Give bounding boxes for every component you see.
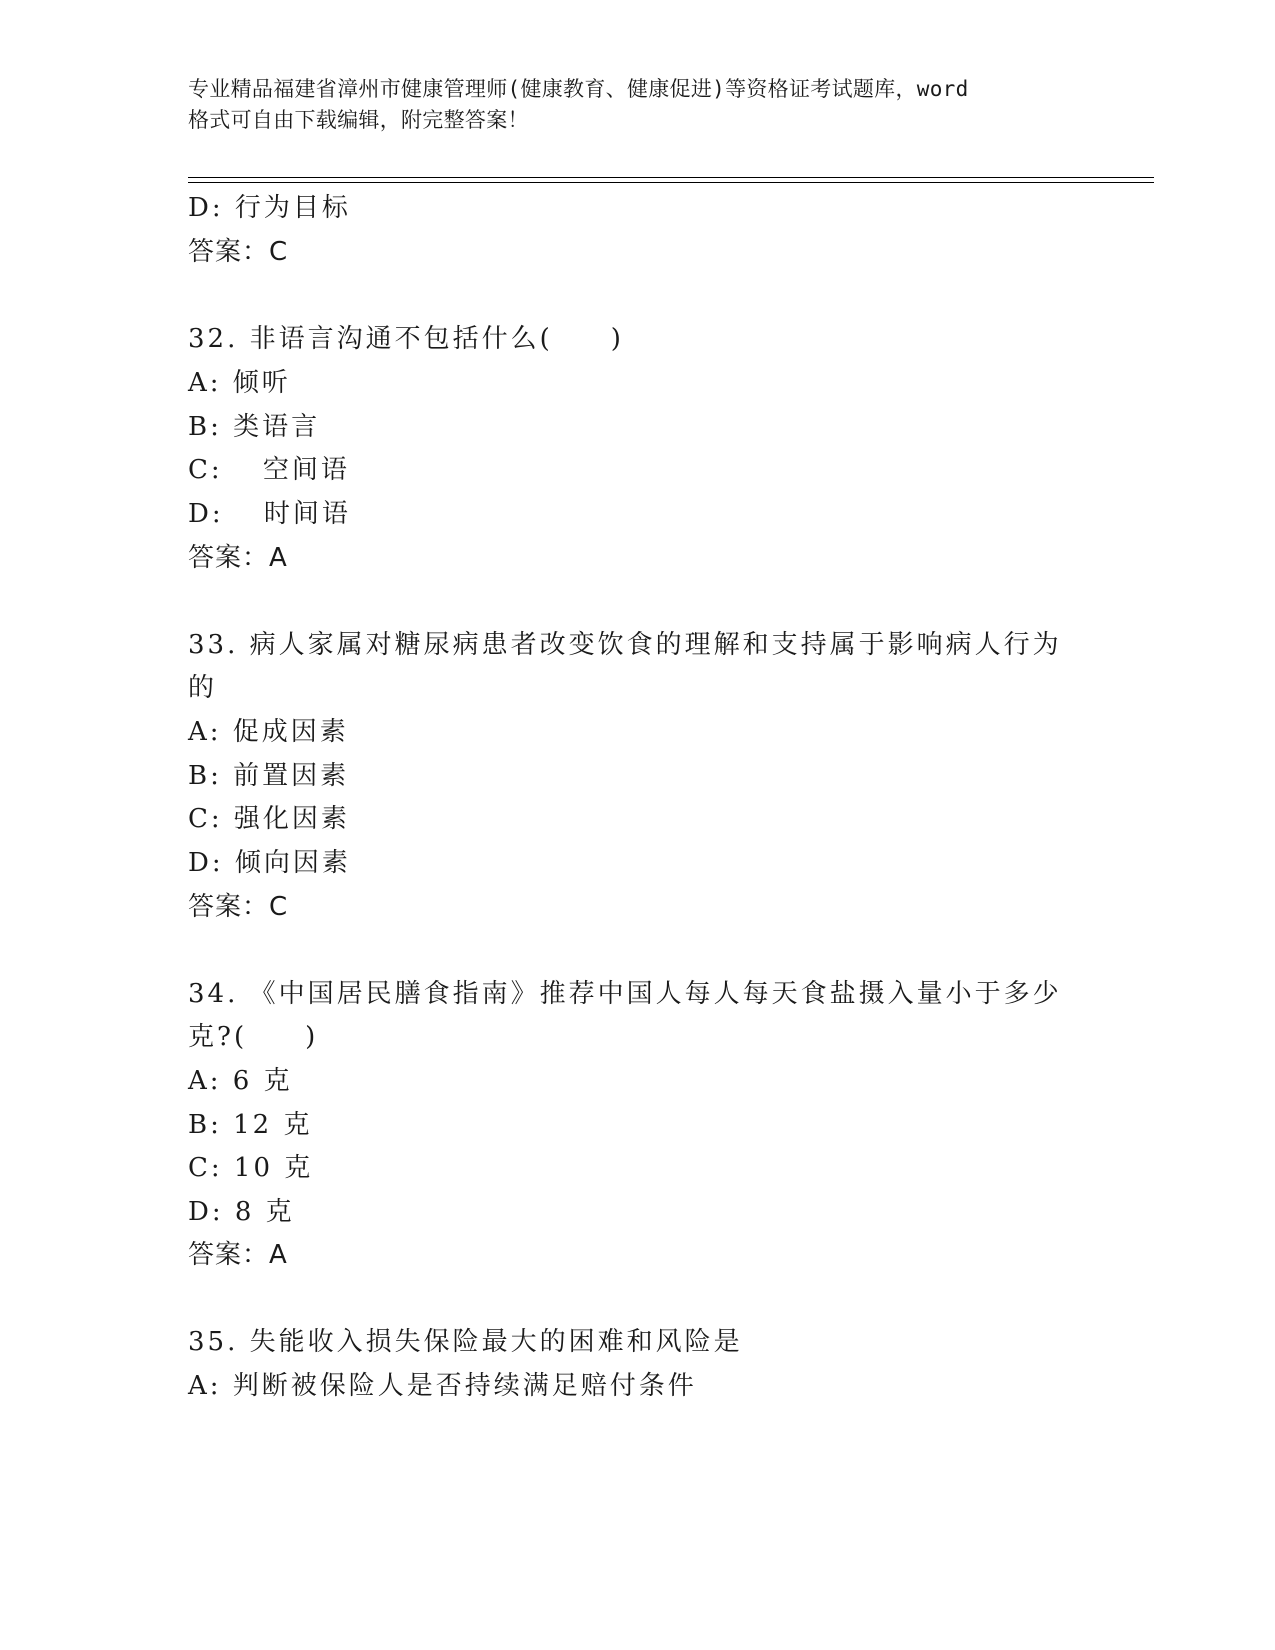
header-divider-bottom [188,182,1154,183]
q32-option-d: D: 时间语 [188,499,351,529]
q33-option-d: D: 倾向因素 [188,848,351,878]
q34-option-d: D: 8 克 [188,1197,295,1227]
header-divider-top [188,177,1154,178]
q33-stem-line-2: 的 [188,673,218,703]
q35-option-a: A: 判断被保险人是否持续满足赔付条件 [188,1371,697,1401]
q35-stem: 35. 失能收入损失保险最大的困难和风险是 [188,1327,743,1357]
header-line-1: 专业精品福建省漳州市健康管理师(健康教育、健康促进)等资格证考试题库，word [188,77,969,101]
q32-option-a: A: 倾听 [188,368,291,398]
q33-stem-line-1: 33. 病人家属对糖尿病患者改变饮食的理解和支持属于影响病人行为 [188,630,1062,660]
q34-option-c: C: 10 克 [188,1153,314,1183]
q34-answer: 答案：A [188,1240,288,1270]
q34-stem-line-2: 克?( ) [188,1022,319,1052]
q32-stem: 32. 非语言沟通不包括什么( ) [188,324,624,354]
q33-option-a: A: 促成因素 [188,717,349,747]
q31-answer: 答案：C [188,237,289,267]
q34-option-a: A: 6 克 [188,1066,293,1096]
q32-option-b: B: 类语言 [188,412,321,442]
document-header [188,74,1088,136]
q34-stem-line-1: 34. 《中国居民膳食指南》推荐中国人每人每天食盐摄入量小于多少 [188,979,1062,1009]
q34-option-b: B: 12 克 [188,1110,313,1140]
header-line-2: 格式可自由下载编辑，附完整答案！ [188,108,529,132]
q31-option-d: D: 行为目标 [188,193,351,223]
q33-answer: 答案：C [188,892,289,922]
q33-option-b: B: 前置因素 [188,761,350,791]
q33-option-c: C: 强化因素 [188,804,350,834]
q32-option-c: C: 空间语 [188,455,350,485]
q32-answer: 答案：A [188,543,288,573]
